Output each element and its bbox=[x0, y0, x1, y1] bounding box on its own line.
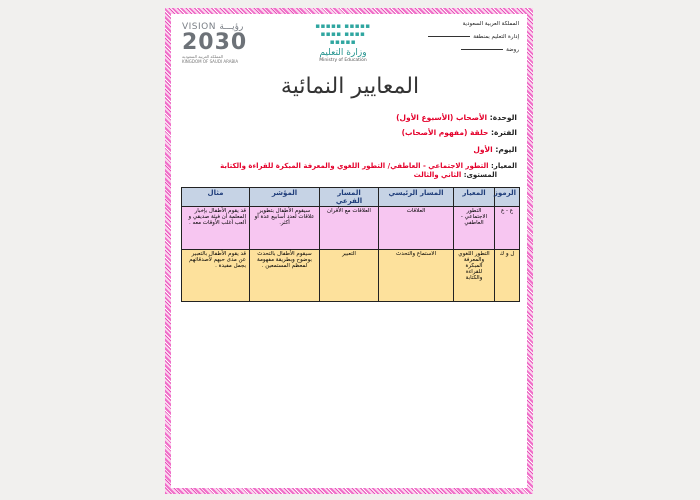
standard-line: المعيار: التطور الاجتماعي - العاطفي/ التطور اللغوي والمعرفة المبكرة للقراءة والكتابة bbox=[220, 162, 517, 170]
unit-line: الوحدة: الأصحاب (الأسبوع الأول) bbox=[396, 113, 517, 122]
cell-standard: التطور اللغوي والمعرفة المبكرة للقراءة والكتابة bbox=[454, 250, 495, 302]
cell-indicator: سيقوم الأطفال بتطوير علاقات لعدد أسابيع عدة أو أكثر. bbox=[250, 207, 320, 250]
cell-example: قد يقوم الأطفال بالتعبير عن مدى حبهم لأصدقائهم بجمل مفيدة . bbox=[182, 250, 250, 302]
table-row bbox=[182, 250, 520, 302]
cell-code: ل و ك bbox=[495, 250, 520, 302]
period-line: الفترة: حلقة (مفهوم الأصحاب) bbox=[401, 128, 517, 137]
moe-logo-icon: ▪▪▪▪▪ ▪▪▪▪▪ ▪▪▪▪ ▪▪▪▪ ▪▪▪▪▪ bbox=[315, 22, 371, 46]
header-institution-block bbox=[409, 18, 519, 57]
cell-sub-track: العلاقات مع الأقران bbox=[320, 207, 379, 250]
cell-indicator: سيقوم الأطفال بالتحدث بوضوح وبطريقة مفهومة لمعظم المستمعين . bbox=[250, 250, 320, 302]
cell-sub-track: التعبير bbox=[320, 250, 379, 302]
ministry-of-education-logo: ▪▪▪▪▪ ▪▪▪▪▪ ▪▪▪▪ ▪▪▪▪ ▪▪▪▪▪ وزارة التعليم Ministry of Education bbox=[298, 22, 388, 63]
day-line: اليوم: الأول bbox=[473, 145, 517, 154]
cell-main-track: الاستماع والتحدث bbox=[379, 250, 454, 302]
header-codes: الرموز bbox=[495, 188, 520, 207]
cell-example: قد يقوم الأطفال بإخبار المعلمة أن فيئة صديقي و ألعب أغلب الأوقات معه . bbox=[182, 207, 250, 250]
table-row bbox=[182, 207, 520, 250]
cell-standard: التطور الاجتماعي - العاطفي bbox=[454, 207, 495, 250]
table-header-row bbox=[182, 188, 520, 207]
page-title: المعايير النمائية bbox=[280, 74, 420, 99]
standards-table bbox=[181, 187, 520, 302]
vision-2030-logo: VISION رؤيـــة 2030 المملكة العربية السعودية KINGDOM OF SAUDI ARABIA bbox=[182, 22, 262, 64]
header-main-track: المسار الرئيسي bbox=[379, 188, 454, 207]
cell-main-track: العلاقات bbox=[379, 207, 454, 250]
vision-number: 2030 bbox=[182, 30, 248, 55]
kindergarten-label: روضة bbox=[409, 44, 519, 57]
education-dept-label: إدارة التعليم بمنطقة bbox=[409, 31, 519, 44]
cell-code: ع - ع bbox=[495, 207, 520, 250]
kingdom-label: المملكة العربية السعودية bbox=[462, 21, 519, 27]
header-example: مثال bbox=[182, 188, 250, 207]
header-indicator: المؤشر bbox=[250, 188, 320, 207]
level-line: المستوى: الثاني والثالث bbox=[413, 171, 497, 179]
header-sub-track: المسار الفرعي bbox=[320, 188, 379, 207]
header-standard: المعيار bbox=[454, 188, 495, 207]
